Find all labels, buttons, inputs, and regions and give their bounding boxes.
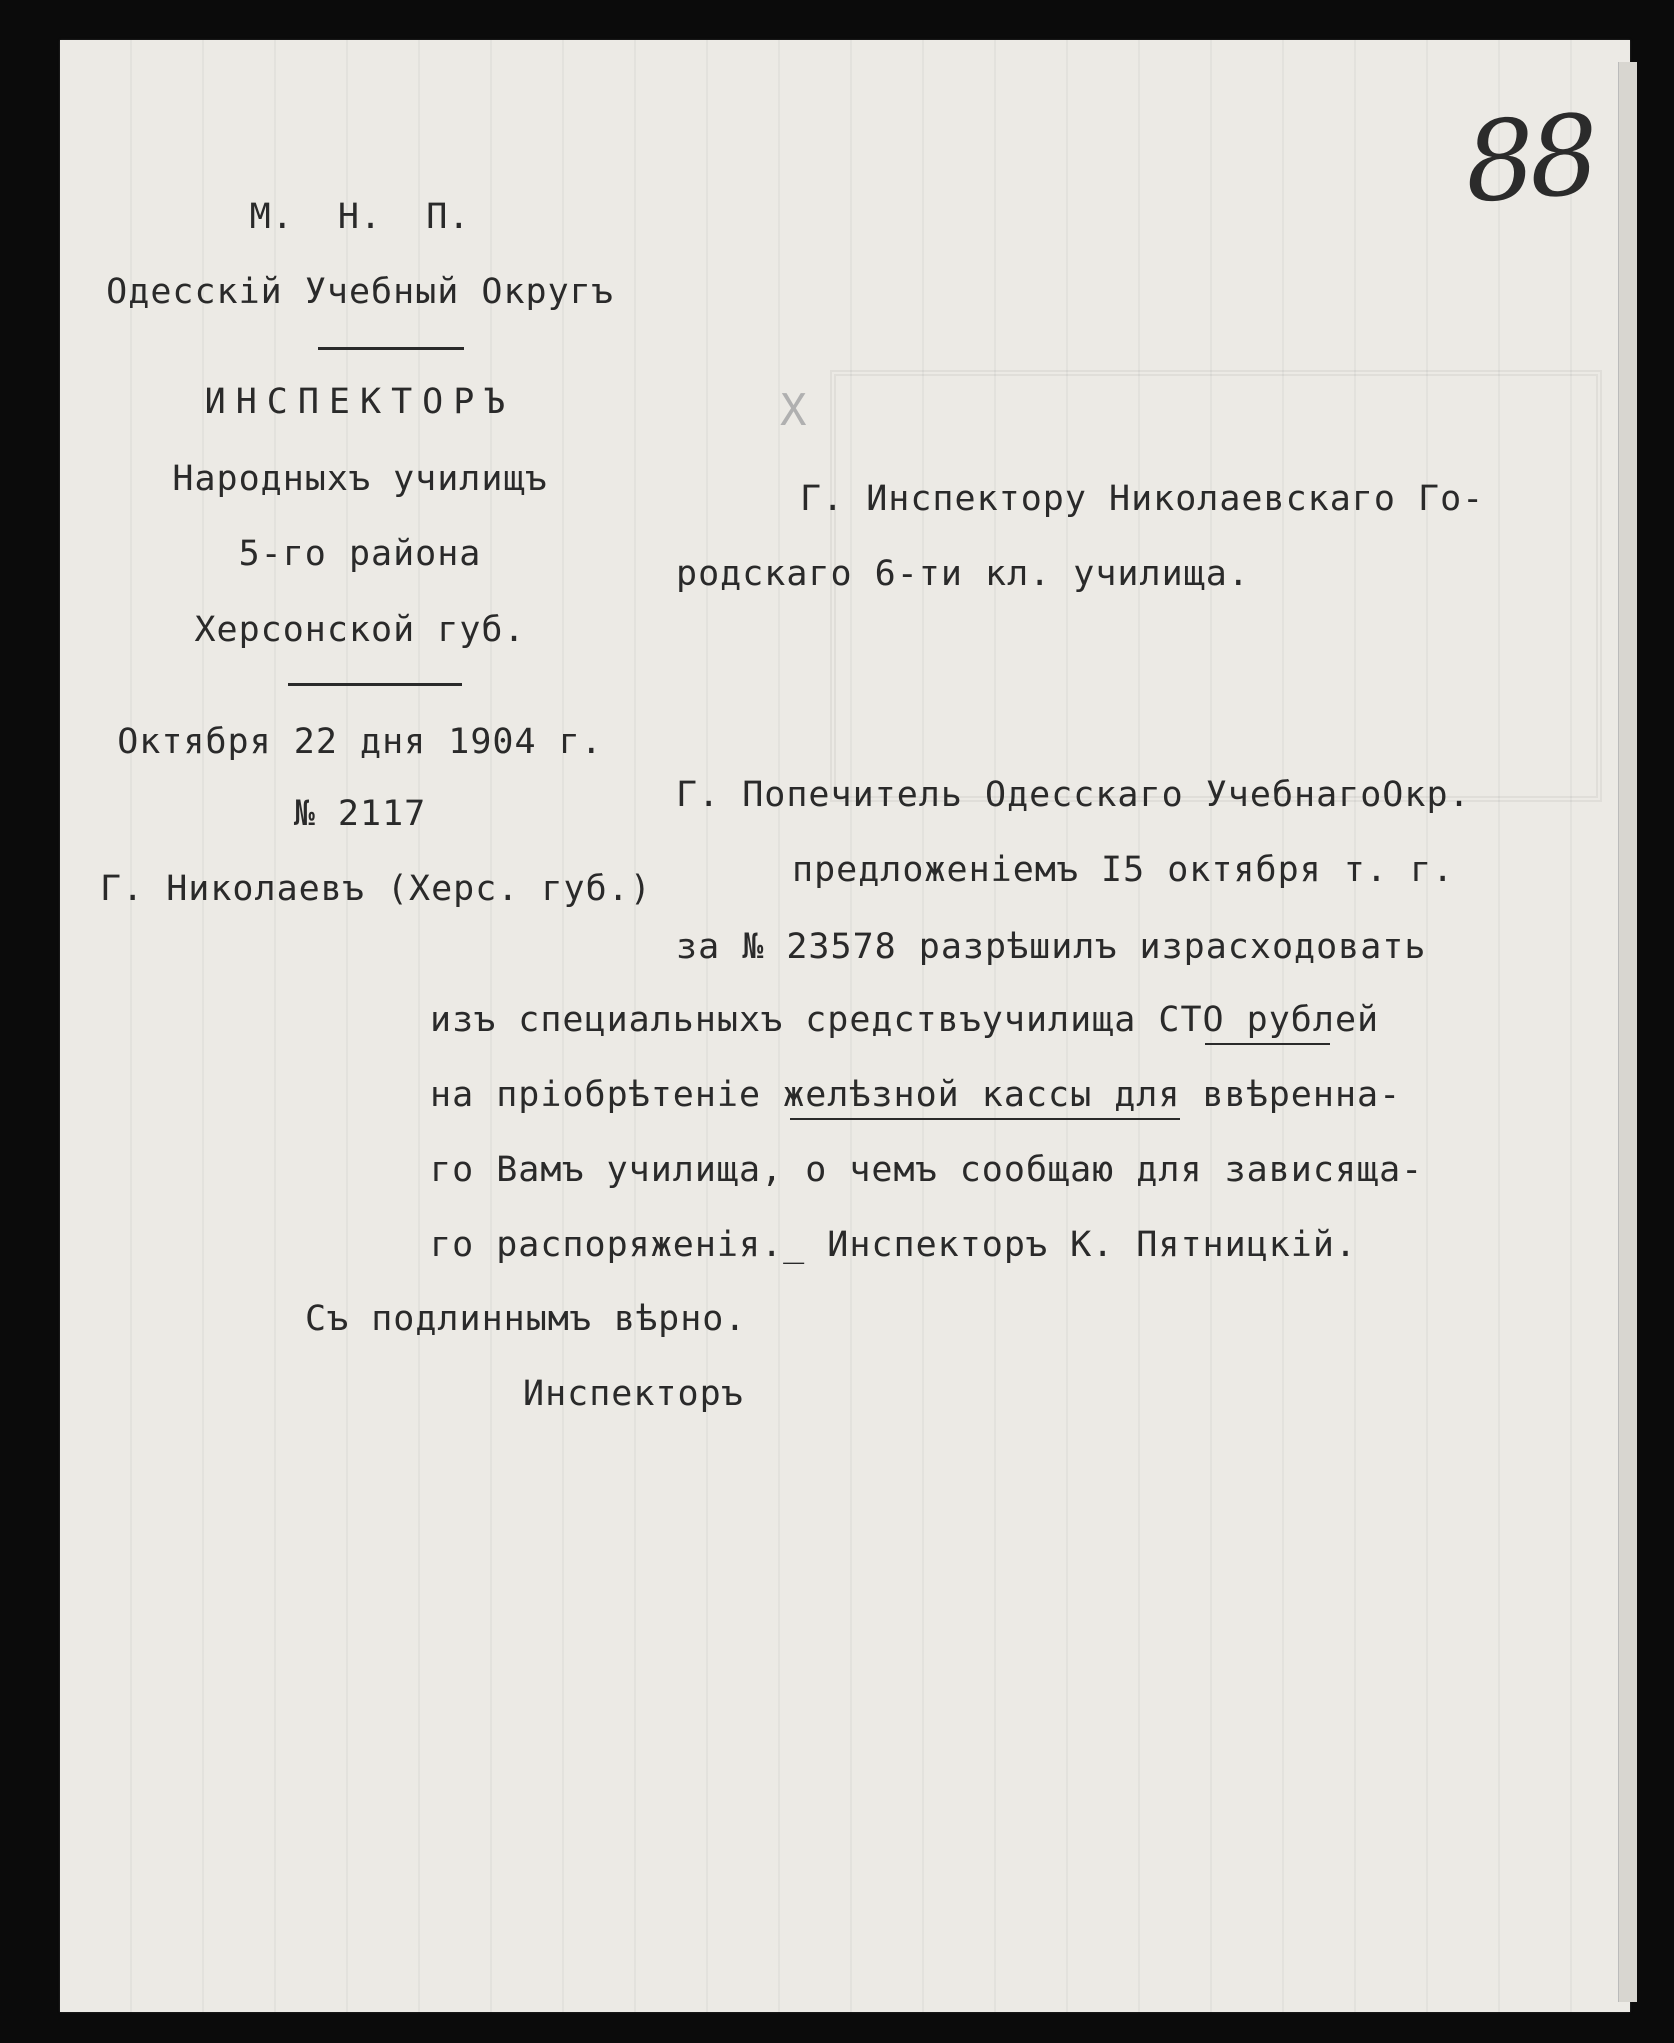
pencil-mark: Х: [780, 385, 807, 436]
district-name: Одесскiй Учебный Округъ: [106, 272, 614, 312]
item-underline: [790, 1118, 1180, 1120]
header-rule-top: [318, 347, 464, 350]
body-line-5: на прiобрѣтенiе желѣзной кассы для ввѣренна-: [430, 1075, 1402, 1115]
office-line-3: Херсонской губ.: [194, 610, 526, 650]
body-line-1: Г. Попечитель Одесскаго УчебнагоОкр.: [676, 775, 1471, 815]
document-date: Октября 22 дня 1904 г.: [117, 722, 603, 762]
certification-signatory: Инспекторъ: [523, 1374, 744, 1414]
body-line-2: предложенiемъ I5 октября т. г.: [792, 850, 1455, 890]
body-line-4: изъ специальныхъ средствъучилища СТО рублей: [430, 1000, 1380, 1040]
office-line-1: Народныхъ училищъ: [172, 459, 548, 499]
header-rule-bottom: [288, 683, 462, 686]
document-number: № 2117: [293, 794, 427, 834]
document-place: Г. Николаевъ (Херс. губ.): [100, 869, 652, 909]
office-line-2: 5-го района: [238, 534, 482, 574]
folio-number: 88: [1460, 90, 1598, 228]
body-line-7: го распоряженiя._ Инспекторъ К. Пятницкiй.: [430, 1225, 1358, 1265]
amount-underline: [1205, 1043, 1330, 1045]
addressee-line-2: родскаго 6-ти кл. училища.: [676, 554, 1250, 594]
body-line-6: го Вамъ училища, о чемъ сообщаю для зависяща-: [430, 1150, 1424, 1190]
certification-line: Съ подлиннымъ вѣрно.: [305, 1299, 747, 1339]
addressee-line-1: Г. Инспектору Николаевскаго Го-: [800, 479, 1485, 519]
page-edge: [1618, 62, 1637, 2002]
body-line-3: за № 23578 разрѣшилъ израсходовать: [676, 927, 1427, 967]
office-title: ИНСПЕКТОРЪ: [204, 382, 516, 422]
ministry-abbrev: М. Н. П.: [249, 197, 471, 237]
